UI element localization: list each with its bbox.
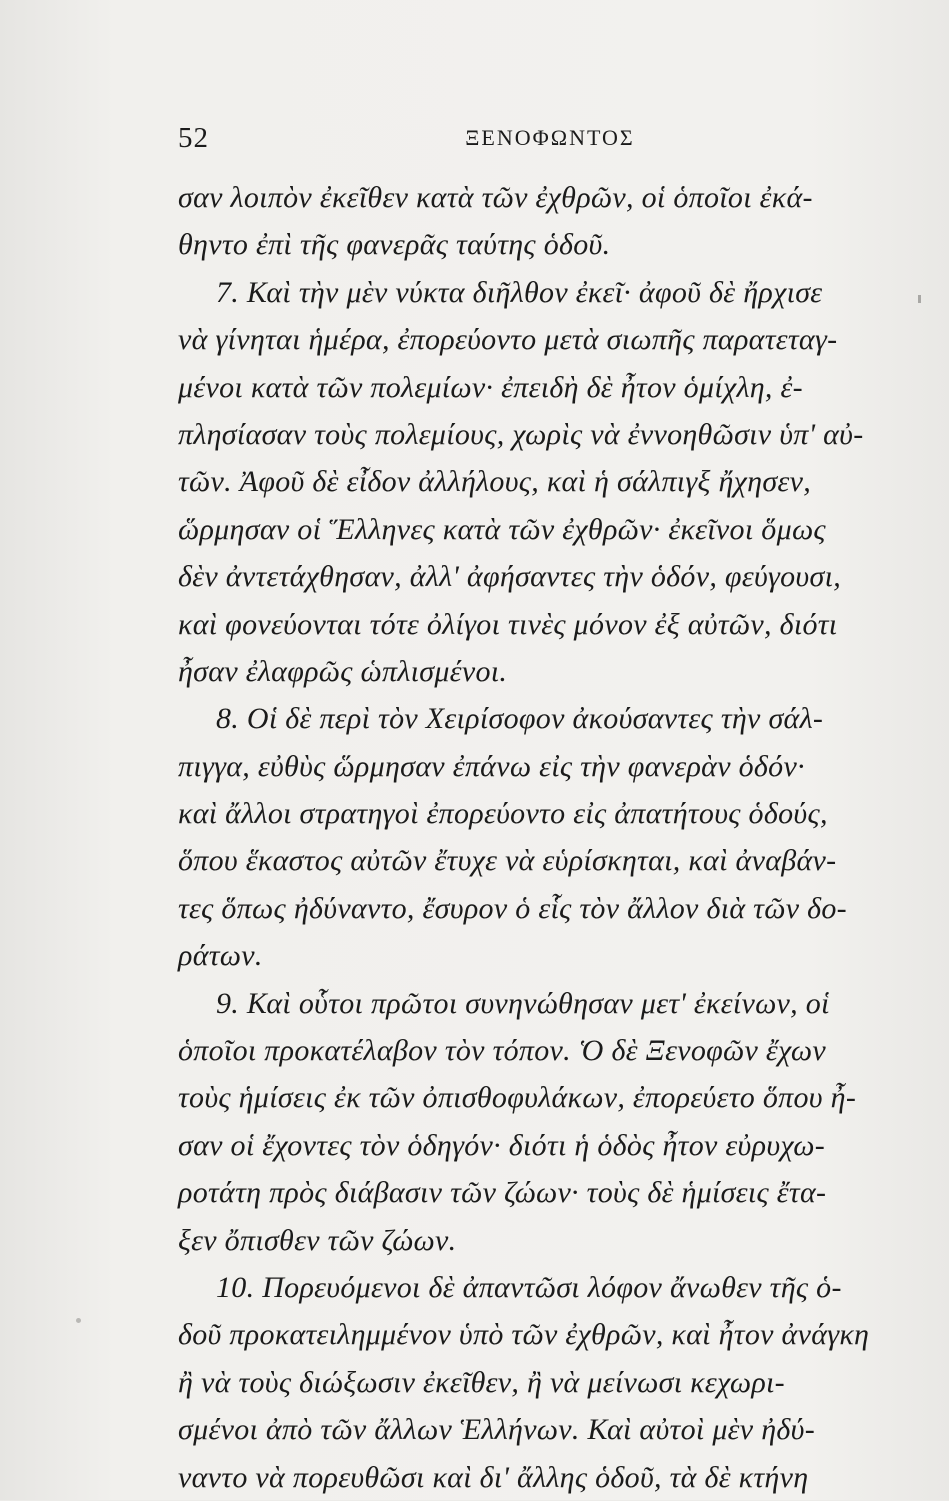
- text-line: δὲν ἀντετάχθησαν, ἀλλ' ἀφήσαντες τὴν ὁδόν, φεύγουσι,: [178, 560, 842, 594]
- text-line: ἦσαν ἐλαφρῶς ὡπλισμένοι.: [178, 654, 508, 688]
- paragraph-start-line: 9. Καὶ οὗτοι πρῶτοι συνηνώθησαν μετ' ἐκείνων, οἱ: [216, 986, 830, 1020]
- text-line: τῶν. Ἀφοῦ δὲ εἶδον ἀλλήλους, καὶ ἡ σάλπιγξ ἤχησεν,: [178, 465, 811, 499]
- text-line: ξεν ὄπισθεν τῶν ζώων.: [178, 1223, 457, 1257]
- text-line: ἢ νὰ τοὺς διώξωσιν ἐκεῖθεν, ἢ νὰ μείνωσι κεχωρι-: [178, 1365, 785, 1399]
- paragraph-start-line: 8. Οἱ δὲ περὶ τὸν Χειρίσοφον ἀκούσαντες τὴν σάλ-: [216, 702, 824, 736]
- text-line: ὅπου ἕκαστος αὐτῶν ἔτυχε νὰ εὑρίσκηται, καὶ ἀναβάν-: [178, 844, 837, 878]
- running-title: ΞΕΝΟΦΩΝΤΟΣ: [465, 125, 635, 150]
- text-line: πλησίασαν τοὺς πολεμίους, χωρὶς νὰ ἐννοηθῶσιν ὑπ' αὐ-: [178, 417, 864, 451]
- page-number: 52: [178, 122, 209, 154]
- text-line: ναντο νὰ πορευθῶσι καὶ δι' ἄλλης ὁδοῦ, τὰ δὲ κτήνη: [178, 1460, 809, 1494]
- paper-mark: [918, 295, 921, 303]
- text-line: πιγγα, εὐθὺς ὥρμησαν ἐπάνω εἰς τὴν φανερὰν ὁδόν·: [178, 749, 805, 783]
- body-text: [178, 174, 908, 1501]
- text-line: ὥρμησαν οἱ Ἕλληνες κατὰ τῶν ἐχθρῶν· ἐκεῖνοι ὅμως: [178, 512, 826, 546]
- text-line: ροτάτη πρὸς διάβασιν τῶν ζώων· τοὺς δὲ ἡμίσεις ἔτα-: [178, 1176, 827, 1210]
- text-line: μένοι κατὰ τῶν πολεμίων· ἐπειδὴ δὲ ἦτον ὁμίχλη, ἐ-: [178, 370, 803, 404]
- text-line: ὁποῖοι προκατέλαβον τὸν τόπον. Ὁ δὲ Ξενοφῶν ἔχων: [178, 1034, 827, 1068]
- text-line: νὰ γίνηται ἡμέρα, ἐπορεύοντο μετὰ σιωπῆς παρατεταγ-: [178, 323, 838, 357]
- page-header: [178, 122, 908, 162]
- text-line: καὶ φονεύονται τότε ὀλίγοι τινὲς μόνον ἐξ αὐτῶν, διότι: [178, 607, 838, 641]
- text-line: δοῦ προκατειλημμένον ὑπὸ τῶν ἐχθρῶν, καὶ ἦτον ἀνάγκη: [178, 1318, 870, 1352]
- paper-speck: [76, 1318, 81, 1323]
- text-line: θηντο ἐπὶ τῆς φανερᾶς ταύτης ὁδοῦ.: [178, 228, 611, 262]
- text-line: σαν λοιπὸν ἐκεῖθεν κατὰ τῶν ἐχθρῶν, οἱ ὁποῖοι ἐκά-: [178, 181, 813, 214]
- text-line: ράτων.: [178, 939, 263, 973]
- text-line: καὶ ἄλλοι στρατηγοὶ ἐπορεύοντο εἰς ἀπατήτους ὁδούς,: [178, 797, 828, 831]
- paragraph-start-line: 10. Πορευόμενοι δὲ ἀπαντῶσι λόφον ἄνωθεν τῆς ὁ-: [216, 1270, 842, 1304]
- text-line: τες ὅπως ἠδύναντο, ἔσυρον ὁ εἷς τὸν ἄλλον διὰ τῶν δο-: [178, 891, 847, 925]
- text-line: σαν οἱ ἔχοντες τὸν ὁδηγόν· διότι ἡ ὁδὸς ἦτον εὐρυχω-: [178, 1128, 826, 1162]
- text-line: τοὺς ἡμίσεις ἐκ τῶν ὀπισθοφυλάκων, ἐπορεύετο ὅπου ἦ-: [178, 1081, 857, 1115]
- text-line: σμένοι ἀπὸ τῶν ἄλλων Ἑλλήνων. Καὶ αὐτοὶ μὲν ἠδύ-: [178, 1413, 816, 1447]
- paragraph-start-line: 7. Καὶ τὴν μὲν νύκτα διῆλθον ἐκεῖ· ἀφοῦ δὲ ἤρχισε: [216, 275, 823, 309]
